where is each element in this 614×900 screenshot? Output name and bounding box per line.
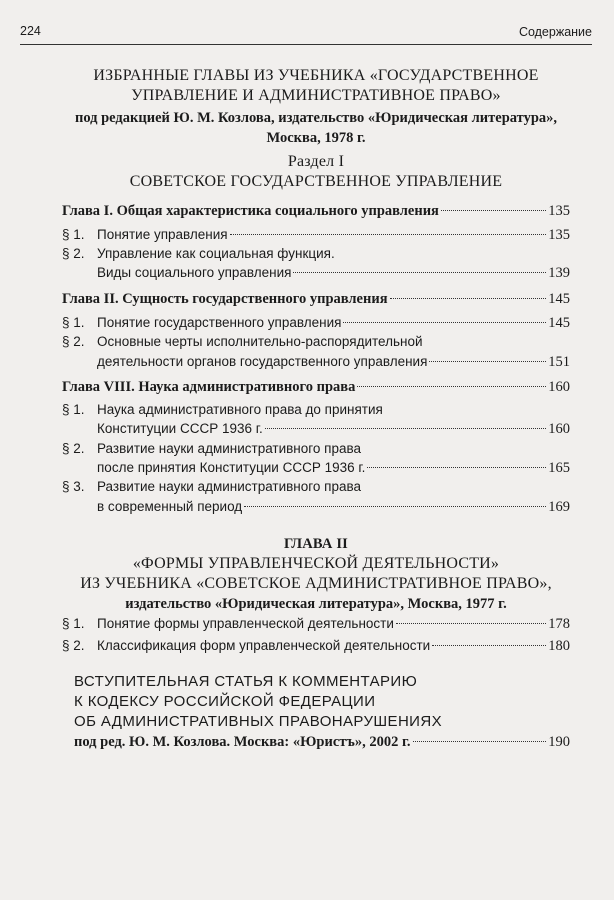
- toc-entry-line1: [62, 332, 423, 351]
- dot-leader: [396, 623, 546, 624]
- chapter-title: Глава II. Сущность государственного управления: [62, 291, 388, 307]
- entry-title-line1: Развитие науки административного права: [97, 441, 362, 456]
- entry-title: в современный период: [97, 499, 243, 514]
- running-title: Содержание: [518, 25, 592, 39]
- chapter-title: Глава VIII. Наука административного права: [62, 379, 356, 395]
- page-ref: 178: [548, 616, 570, 632]
- page-ref: 160: [548, 421, 570, 437]
- page-ref: 169: [548, 499, 570, 515]
- part2-subtitle: издательство «Юридическая литература», Москва, 1977 г.: [125, 596, 507, 612]
- toc-entry-line1: [62, 439, 361, 458]
- part2-title-line: ГЛАВА II: [283, 536, 349, 552]
- section-mark: § 2.: [62, 441, 85, 456]
- page-ref: 145: [548, 315, 570, 331]
- toc-entry[interactable]: [74, 733, 570, 752]
- toc-entry-chapter[interactable]: [62, 378, 570, 397]
- dot-leader: [390, 298, 547, 299]
- entry-title: Понятие формы управленческой деятельности: [97, 616, 394, 631]
- page-ref: 145: [548, 291, 570, 307]
- section-mark: § 1.: [62, 227, 85, 242]
- entry-title: под ред. Ю. М. Козлова. Москва: «Юристъ», 2002 г.: [74, 734, 411, 750]
- dot-leader: [357, 386, 546, 387]
- entry-title: Конституции СССР 1936 г.: [97, 421, 263, 436]
- entry-title-line1: Основные черты исполнительно-распорядительной: [97, 334, 423, 349]
- part1-heading: [62, 66, 570, 148]
- dot-leader: [343, 322, 546, 323]
- part3-title-line: ОБ АДМИНИСТРАТИВНЫХ ПРАВОНАРУШЕНИЯХ: [74, 713, 443, 730]
- entry-title-line1: Наука административного права до принятия: [97, 402, 383, 417]
- toc-entry-line1: [62, 400, 383, 419]
- dot-leader: [367, 467, 546, 468]
- part3-title-line: К КОДЕКСУ РОССИЙСКОЙ ФЕДЕРАЦИИ: [74, 693, 376, 710]
- part1-title-line: ИЗБРАННЫЕ ГЛАВЫ ИЗ УЧЕБНИКА «ГОСУДАРСТВЕННОЕ: [93, 67, 539, 84]
- toc-entry-line1: [62, 244, 335, 263]
- page-ref: 135: [548, 203, 570, 219]
- entry-title: Понятие государственного управления: [97, 315, 342, 330]
- dot-leader: [441, 210, 546, 211]
- page-ref: 139: [548, 265, 570, 281]
- part2-heading: [62, 534, 570, 614]
- toc-entry[interactable]: [62, 352, 570, 372]
- part2-title-line: ИЗ УЧЕБНИКА «СОВЕТСКОЕ АДМИНИСТРАТИВНОЕ ПРАВО»,: [80, 575, 552, 592]
- section-title: СОВЕТСКОЕ ГОСУДАРСТВЕННОЕ УПРАВЛЕНИЕ: [129, 173, 503, 190]
- toc-entry-line1: [62, 477, 361, 496]
- toc-entry[interactable]: [62, 614, 570, 634]
- dot-leader: [293, 272, 546, 273]
- entry-title: после принятия Конституции СССР 1936 г.: [97, 460, 366, 475]
- page-ref: 151: [548, 354, 570, 370]
- toc-entry[interactable]: [62, 497, 570, 517]
- toc-entry[interactable]: [62, 263, 570, 283]
- section-mark: § 1.: [62, 402, 85, 417]
- section-mark: § 2.: [62, 246, 85, 261]
- chapter-title: Глава I. Общая характеристика социального управления: [62, 203, 439, 219]
- entry-title: деятельности органов государственного управления: [97, 354, 428, 369]
- toc-entry[interactable]: [62, 313, 570, 333]
- entry-title: Понятие управления: [97, 227, 228, 242]
- page-number: 224: [20, 24, 41, 38]
- section-mark: § 1.: [62, 616, 85, 631]
- entry-title: Виды социального управления: [97, 265, 292, 280]
- toc-content: [62, 0, 570, 900]
- part1-subtitle-line: Москва, 1978 г.: [266, 130, 366, 146]
- section-mark: § 2.: [62, 334, 85, 349]
- toc-entry[interactable]: [62, 458, 570, 478]
- entry-title-line1: Развитие науки административного права: [97, 479, 362, 494]
- section-mark: § 1.: [62, 315, 85, 330]
- section-label: Раздел I: [287, 153, 345, 170]
- dot-leader: [432, 645, 546, 646]
- section-heading: [62, 152, 570, 192]
- section-mark: § 3.: [62, 479, 85, 494]
- toc-entry[interactable]: [62, 419, 570, 439]
- page-ref: 190: [548, 734, 570, 750]
- entry-title-line1: Управление как социальная функция.: [97, 246, 335, 261]
- page-ref: 165: [548, 460, 570, 476]
- part1-subtitle-line: под редакцией Ю. М. Козлова, издательство «Юридическая литература»,: [74, 110, 558, 126]
- dot-leader: [429, 361, 546, 362]
- dot-leader: [265, 428, 546, 429]
- toc-entry-chapter[interactable]: [62, 290, 570, 309]
- part3-heading: [74, 672, 570, 732]
- part1-title-line: УПРАВЛЕНИЕ И АДМИНИСТРАТИВНОЕ ПРАВО»: [131, 87, 501, 104]
- toc-entry-chapter[interactable]: [62, 202, 570, 221]
- dot-leader: [413, 741, 547, 742]
- page-ref: 180: [548, 638, 570, 654]
- dot-leader: [230, 234, 547, 235]
- toc-entry[interactable]: [62, 636, 570, 656]
- page-ref: 160: [548, 379, 570, 395]
- part3-title-line: ВСТУПИТЕЛЬНАЯ СТАТЬЯ К КОММЕНТАРИЮ: [74, 673, 418, 690]
- dot-leader: [244, 506, 546, 507]
- part2-title-line: «ФОРМЫ УПРАВЛЕНЧЕСКОЙ ДЕЯТЕЛЬНОСТИ»: [132, 555, 500, 572]
- page-ref: 135: [548, 227, 570, 243]
- section-mark: § 2.: [62, 638, 85, 653]
- toc-entry[interactable]: [62, 225, 570, 245]
- entry-title: Классификация форм управленческой деятельности: [97, 638, 431, 653]
